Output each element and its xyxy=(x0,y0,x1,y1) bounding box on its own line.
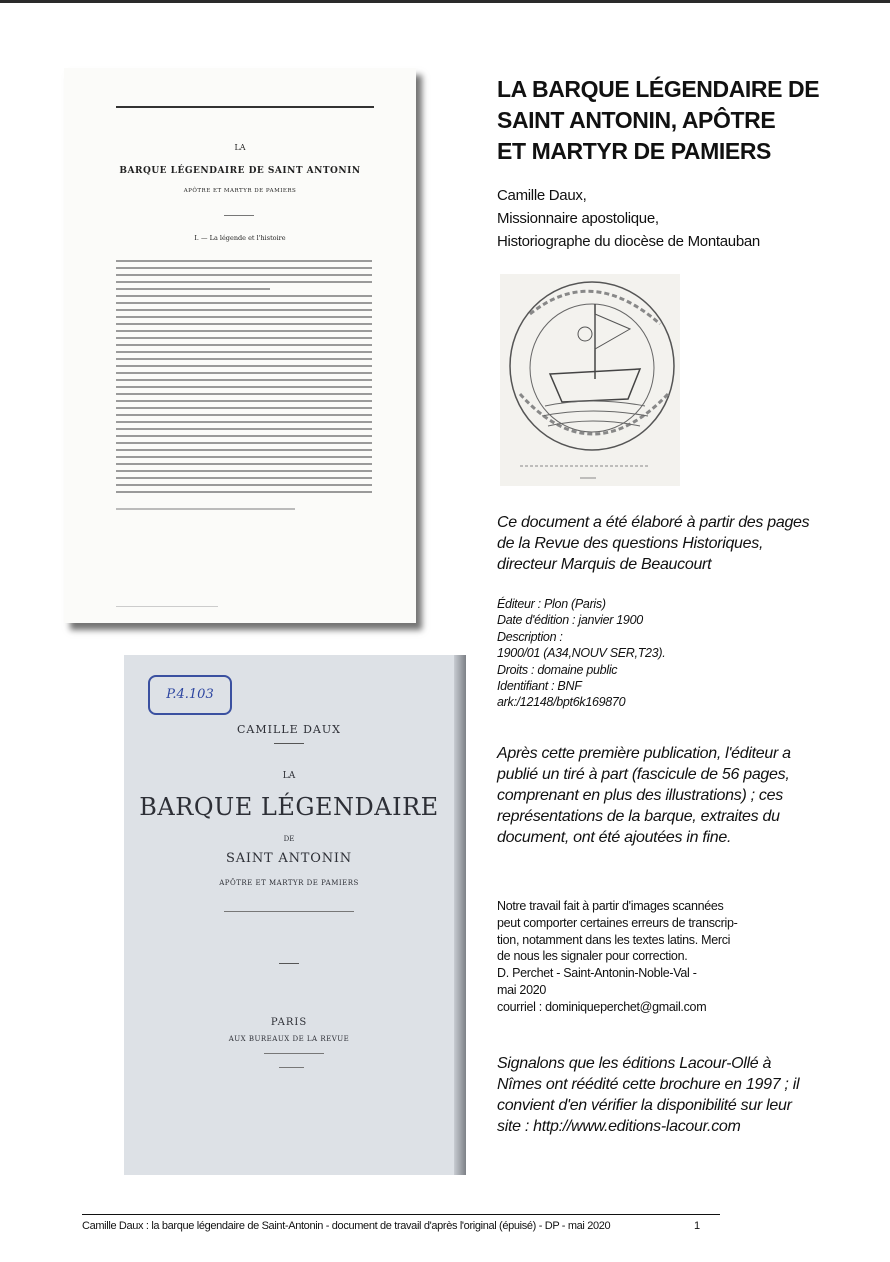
scan-heading-title: BARQUE LÉGENDAIRE DE SAINT ANTONIN xyxy=(119,166,361,176)
footer-rule xyxy=(82,1214,720,1215)
author-role: Missionnaire apostolique, xyxy=(497,210,659,227)
note-line: tion, notamment dans les textes latins. Merci xyxy=(497,932,731,947)
scan-short-rule xyxy=(224,215,254,216)
author-block xyxy=(497,184,857,253)
cover-note-line xyxy=(224,911,354,912)
note-line: Notre travail fait à partir d'images scannées xyxy=(497,899,724,913)
publication-note: Après cette première publication, l'éditeur a publié un tiré à part (fascicule de 56 pages, comprenant en plus des illustrations) ; ces représentations de la barque, extraites du document, ont été ajoutées in fine. xyxy=(497,745,791,846)
cover-de: DE xyxy=(283,835,295,843)
cover-la: LA xyxy=(282,771,296,781)
scan-footnote xyxy=(116,508,372,515)
top-rule xyxy=(0,0,890,3)
brochure-cover xyxy=(124,655,466,1175)
cover-author: CAMILLE DAUX xyxy=(237,723,341,736)
cover-edge xyxy=(454,655,466,1175)
meta-line: ark:/12148/bpt6k169870 xyxy=(497,695,626,710)
scan-section-heading: I. — La légende et l'histoire xyxy=(194,234,286,242)
title-line: LA BARQUE LÉGENDAIRE DE xyxy=(497,76,820,102)
scan-heading-subtitle: APÔTRE ET MARTYR DE PAMIERS xyxy=(183,188,297,194)
cover-address-line xyxy=(264,1053,324,1054)
note-line: mai 2020 xyxy=(497,982,547,997)
page-number: 1 xyxy=(694,1220,700,1232)
meta-line: Droits : domaine public xyxy=(497,662,618,677)
cover-publisher: AUX BUREAUX DE LA REVUE xyxy=(228,1035,350,1043)
meta-line: Description : xyxy=(497,629,563,644)
scan-body-text xyxy=(116,260,372,498)
cover-subtitle: APÔTRE ET MARTYR DE PAMIERS xyxy=(219,879,359,887)
page-footer xyxy=(82,1220,722,1232)
title-line: ET MARTYR DE PAMIERS xyxy=(497,138,771,164)
author-name: Camille Daux, xyxy=(497,187,587,204)
transcription-note xyxy=(497,898,817,1016)
cover-ornament xyxy=(279,963,299,964)
note-line: de nous les signaler pour correction. xyxy=(497,949,688,964)
scan-bottom-mark xyxy=(116,606,372,612)
cover-year-line xyxy=(279,1067,304,1068)
scan-heading-la: LA xyxy=(234,143,246,152)
seal-illustration xyxy=(500,274,680,486)
cover-saint: SAINT ANTONIN xyxy=(226,851,352,866)
footer-text: Camille Daux : la barque légendaire de Saint-Antonin - document de travail d'après l'original (épuisé) - DP - mai 2020 xyxy=(82,1220,611,1232)
title-line: SAINT ANTONIN, APÔTRE xyxy=(497,107,776,133)
cover-rule xyxy=(274,743,304,744)
cover-title: BARQUE LÉGENDAIRE xyxy=(139,793,439,821)
scan-top-rule xyxy=(116,106,374,108)
bibliographic-metadata xyxy=(497,596,837,711)
note-line: D. Perchet - Saint-Antonin-Noble-Val - xyxy=(497,966,697,981)
source-paragraph: Ce document a été élaboré à partir des pages de la Revue des questions Historiques, directeur Marquis de Beaucourt xyxy=(497,514,810,573)
meta-line: Éditeur : Plon (Paris) xyxy=(497,597,606,611)
library-stamp: P.4.103 xyxy=(148,675,232,715)
scanned-first-page xyxy=(64,68,416,623)
boat-seal-icon xyxy=(500,274,680,486)
reedition-note: Signalons que les éditions Lacour-Ollé à Nîmes ont réédité cette brochure en 1997 ; il convient d'en vérifier la disponibilité sur leur site : http://www.editions-lacour.com xyxy=(497,1055,800,1135)
author-role: Historiographe du diocèse de Montauban xyxy=(497,233,760,250)
cover-paris: PARIS xyxy=(270,1017,308,1028)
note-line: peut comporter certaines erreurs de transcrip- xyxy=(497,915,738,930)
meta-line: Identifiant : BNF xyxy=(497,679,582,694)
meta-line: Date d'édition : janvier 1900 xyxy=(497,613,643,628)
document-title xyxy=(497,74,827,167)
note-line: courriel : dominiqueperchet@gmail.com xyxy=(497,999,707,1014)
meta-line: 1900/01 (A34,NOUV SER,T23). xyxy=(497,646,666,661)
